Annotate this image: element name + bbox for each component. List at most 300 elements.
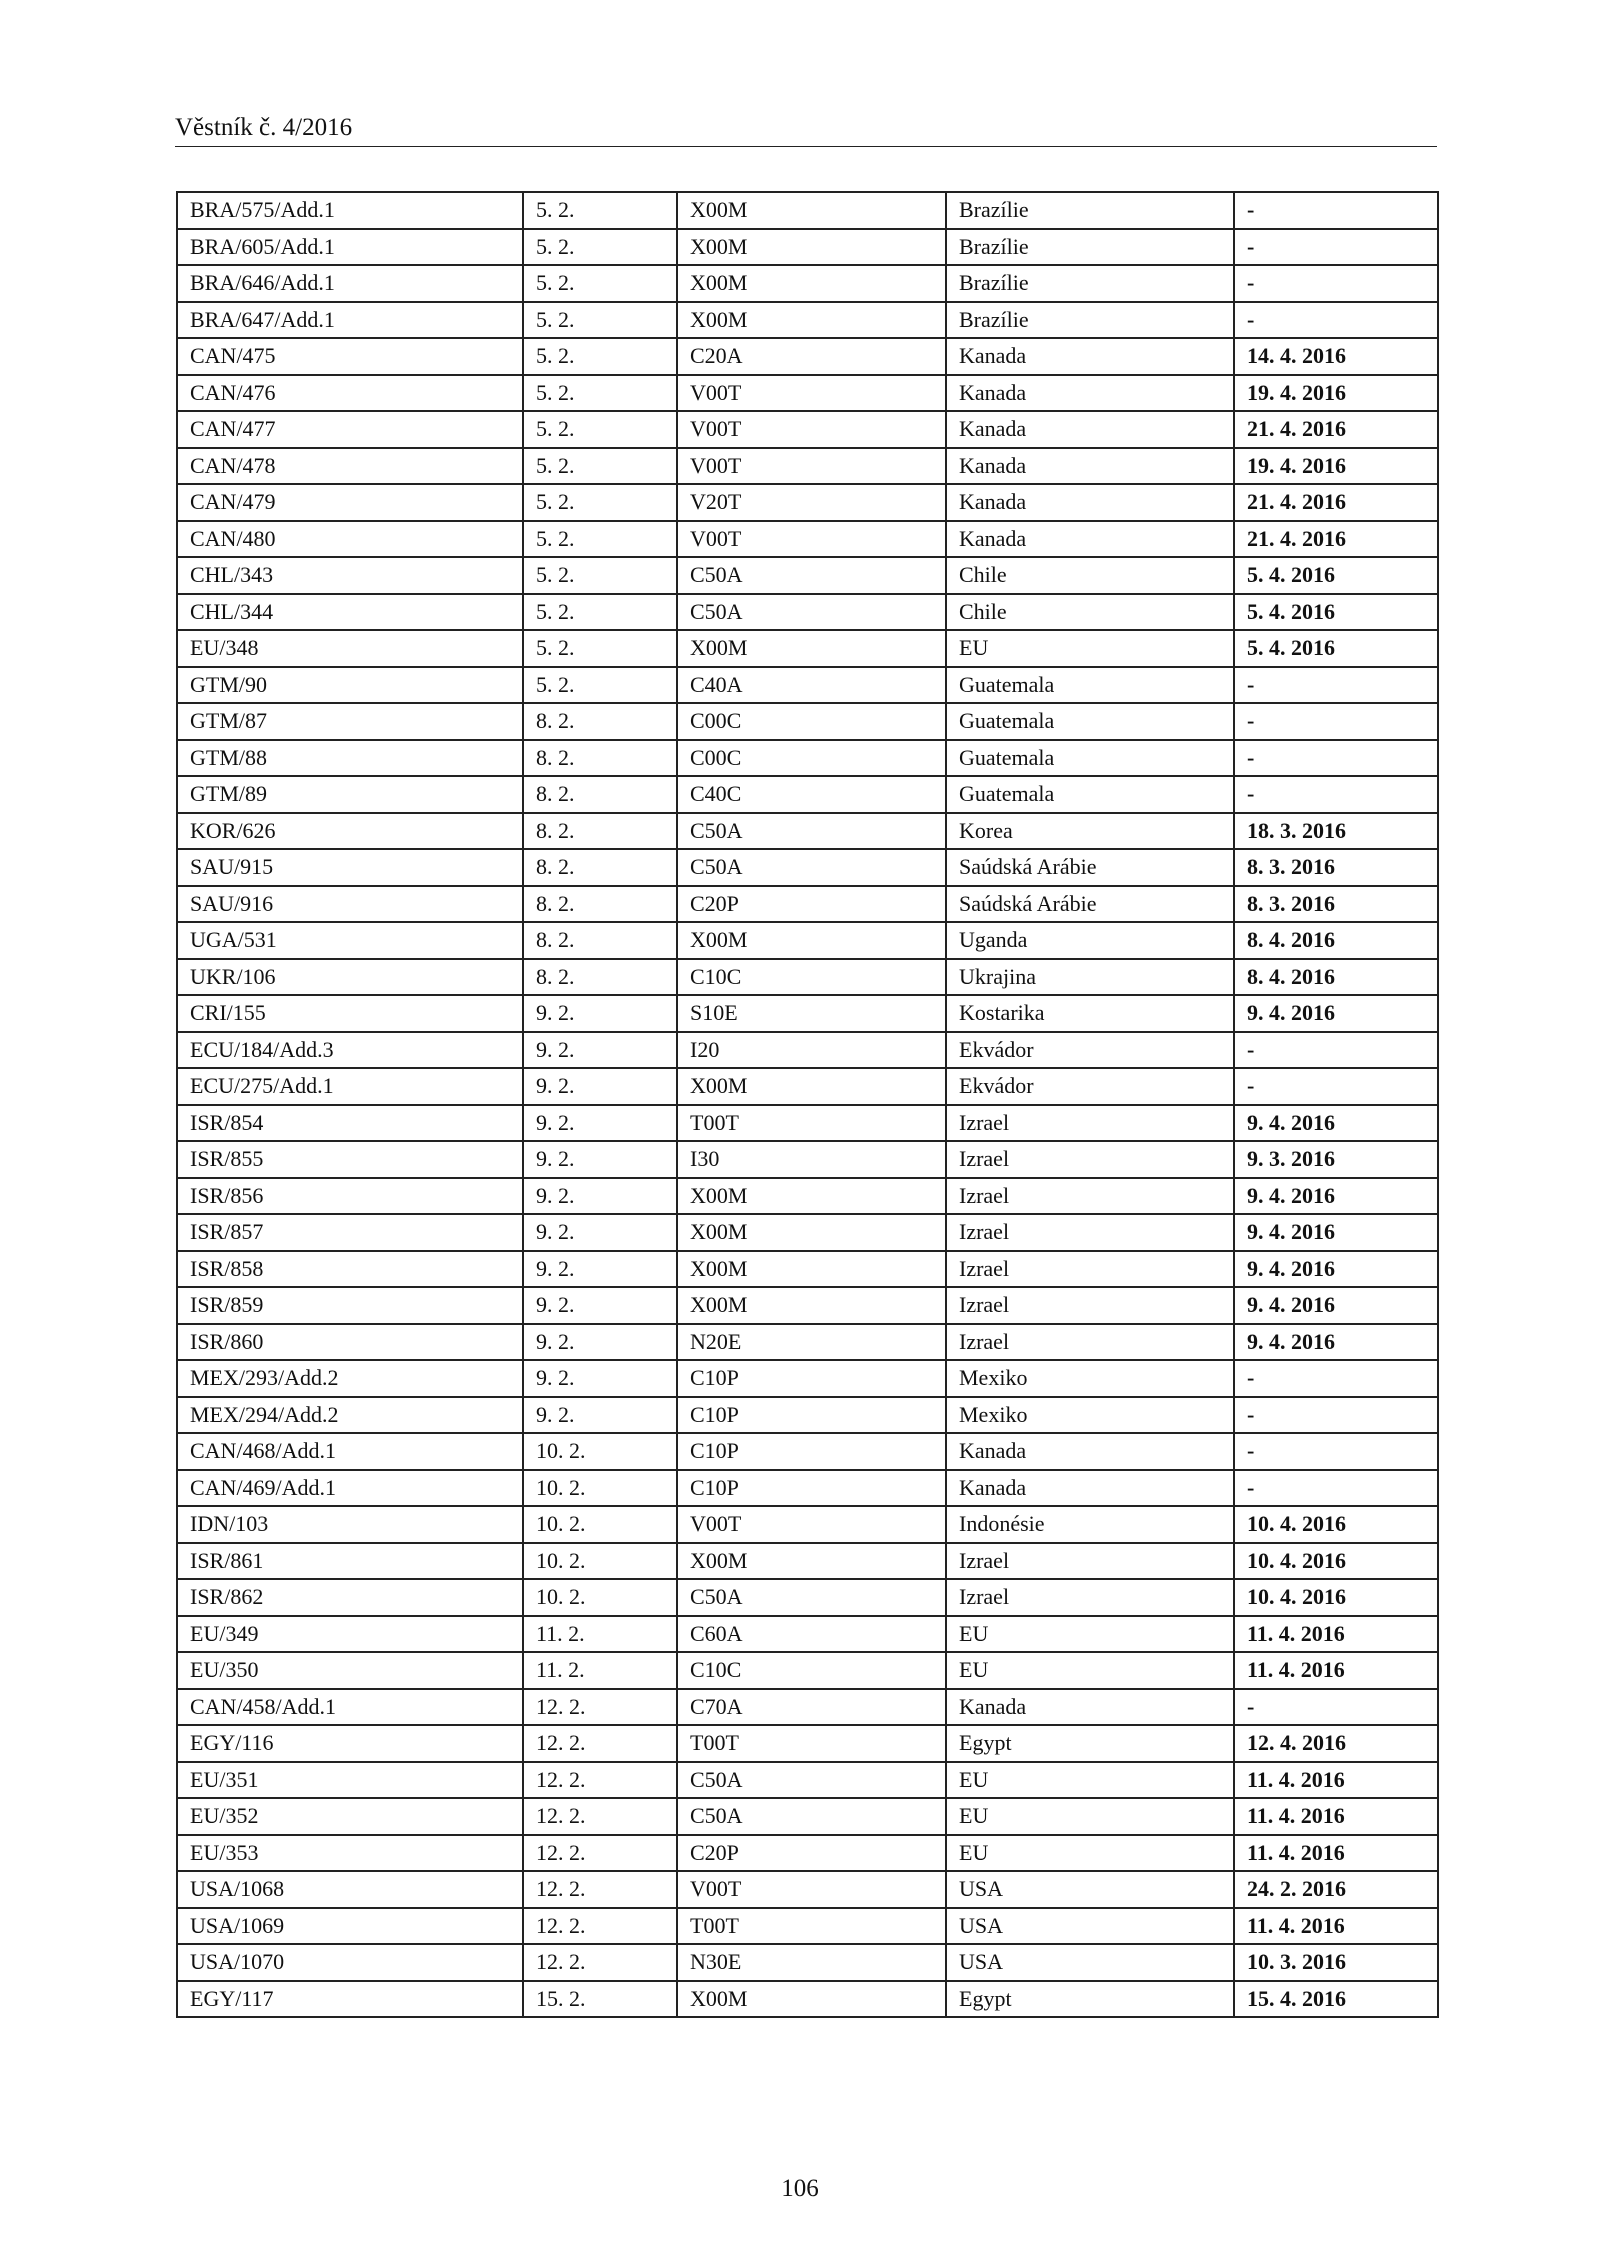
deadline-cell: - [1234,1397,1438,1434]
country-cell: Brazílie [946,302,1234,339]
table-row [177,959,1438,996]
document-symbol-cell: CAN/478 [177,448,523,485]
deadline-cell: 11. 4. 2016 [1234,1616,1438,1653]
product-code-cell: C10C [677,1652,946,1689]
table-row [177,703,1438,740]
country-cell: USA [946,1944,1234,1981]
table-row [177,338,1438,375]
date-cell: 10. 2. [523,1543,677,1580]
country-cell: Izrael [946,1141,1234,1178]
date-cell: 5. 2. [523,375,677,412]
deadline-cell: 9. 4. 2016 [1234,995,1438,1032]
country-cell: Izrael [946,1214,1234,1251]
deadline-cell: 21. 4. 2016 [1234,411,1438,448]
date-cell: 9. 2. [523,1178,677,1215]
document-symbol-cell: USA/1070 [177,1944,523,1981]
table-row [177,1433,1438,1470]
table-row [177,1725,1438,1762]
table-row [177,557,1438,594]
product-code-cell: C00C [677,740,946,777]
date-cell: 8. 2. [523,776,677,813]
country-cell: Guatemala [946,667,1234,704]
country-cell: Ekvádor [946,1068,1234,1105]
date-cell: 12. 2. [523,1944,677,1981]
table-row [177,1032,1438,1069]
product-code-cell: C10P [677,1360,946,1397]
table-row [177,1141,1438,1178]
deadline-cell: 10. 3. 2016 [1234,1944,1438,1981]
deadline-cell: 11. 4. 2016 [1234,1835,1438,1872]
document-symbol-cell: BRA/575/Add.1 [177,192,523,229]
table-row [177,1689,1438,1726]
document-symbol-cell: ECU/184/Add.3 [177,1032,523,1069]
document-symbol-cell: CAN/458/Add.1 [177,1689,523,1726]
product-code-cell: V20T [677,484,946,521]
country-cell: Kanada [946,484,1234,521]
country-cell: Guatemala [946,740,1234,777]
document-symbol-cell: SAU/915 [177,849,523,886]
deadline-cell: 15. 4. 2016 [1234,1981,1438,2018]
date-cell: 10. 2. [523,1433,677,1470]
country-cell: Izrael [946,1543,1234,1580]
country-cell: Mexiko [946,1360,1234,1397]
deadline-cell: 19. 4. 2016 [1234,448,1438,485]
country-cell: EU [946,1798,1234,1835]
product-code-cell: C50A [677,813,946,850]
country-cell: Saúdská Arábie [946,849,1234,886]
date-cell: 8. 2. [523,886,677,923]
document-symbol-cell: EU/352 [177,1798,523,1835]
document-symbol-cell: CAN/476 [177,375,523,412]
table-row [177,1178,1438,1215]
date-cell: 9. 2. [523,1032,677,1069]
product-code-cell: I20 [677,1032,946,1069]
table-row [177,1798,1438,1835]
country-cell: Izrael [946,1287,1234,1324]
table-row [177,1324,1438,1361]
country-cell: Chile [946,557,1234,594]
date-cell: 9. 2. [523,1324,677,1361]
table-row [177,448,1438,485]
deadline-cell: 12. 4. 2016 [1234,1725,1438,1762]
date-cell: 15. 2. [523,1981,677,2018]
document-symbol-cell: GTM/90 [177,667,523,704]
date-cell: 5. 2. [523,192,677,229]
country-cell: Kanada [946,1689,1234,1726]
document-symbol-cell: ISR/854 [177,1105,523,1142]
table-row [177,375,1438,412]
deadline-cell: - [1234,1360,1438,1397]
date-cell: 8. 2. [523,849,677,886]
country-cell: Brazílie [946,229,1234,266]
country-cell: Guatemala [946,776,1234,813]
date-cell: 5. 2. [523,521,677,558]
country-cell: Korea [946,813,1234,850]
deadline-cell: - [1234,302,1438,339]
document-symbol-cell: UKR/106 [177,959,523,996]
deadline-cell: 10. 4. 2016 [1234,1579,1438,1616]
date-cell: 9. 2. [523,1287,677,1324]
table-row [177,922,1438,959]
deadline-cell: 9. 4. 2016 [1234,1251,1438,1288]
country-cell: Indonésie [946,1506,1234,1543]
date-cell: 8. 2. [523,813,677,850]
product-code-cell: T00T [677,1105,946,1142]
product-code-cell: S10E [677,995,946,1032]
table-row [177,192,1438,229]
deadline-cell: - [1234,192,1438,229]
document-symbol-cell: ISR/856 [177,1178,523,1215]
document-symbol-cell: BRA/647/Add.1 [177,302,523,339]
deadline-cell: - [1234,1470,1438,1507]
table-row [177,1652,1438,1689]
country-cell: Kanada [946,375,1234,412]
country-cell: EU [946,1762,1234,1799]
table-row [177,1397,1438,1434]
table-row [177,1543,1438,1580]
date-cell: 9. 2. [523,1397,677,1434]
page-title: Věstník č. 4/2016 [175,114,353,141]
product-code-cell: X00M [677,1251,946,1288]
date-cell: 12. 2. [523,1762,677,1799]
country-cell: Kanada [946,411,1234,448]
country-cell: Kanada [946,338,1234,375]
country-cell: EU [946,1616,1234,1653]
deadline-cell: - [1234,703,1438,740]
document-symbol-cell: CRI/155 [177,995,523,1032]
deadline-cell: 11. 4. 2016 [1234,1798,1438,1835]
product-code-cell: C40A [677,667,946,704]
deadline-cell: - [1234,1068,1438,1105]
document-symbol-cell: CHL/344 [177,594,523,631]
deadline-cell: 9. 4. 2016 [1234,1214,1438,1251]
country-cell: Ukrajina [946,959,1234,996]
document-symbol-cell: CHL/343 [177,557,523,594]
table-row [177,1506,1438,1543]
country-cell: Kanada [946,521,1234,558]
product-code-cell: C50A [677,1762,946,1799]
table-row [177,1360,1438,1397]
deadline-cell: 11. 4. 2016 [1234,1652,1438,1689]
table-row [177,302,1438,339]
country-cell: Izrael [946,1251,1234,1288]
product-code-cell: C20P [677,1835,946,1872]
deadline-cell: 11. 4. 2016 [1234,1762,1438,1799]
product-code-cell: C50A [677,557,946,594]
product-code-cell: T00T [677,1908,946,1945]
deadline-cell: 11. 4. 2016 [1234,1908,1438,1945]
date-cell: 9. 2. [523,995,677,1032]
table-row [177,484,1438,521]
document-symbol-cell: ISR/859 [177,1287,523,1324]
date-cell: 8. 2. [523,703,677,740]
product-code-cell: V00T [677,521,946,558]
deadline-cell: 9. 4. 2016 [1234,1324,1438,1361]
table-row [177,995,1438,1032]
country-cell: Izrael [946,1105,1234,1142]
date-cell: 5. 2. [523,594,677,631]
deadline-cell: 10. 4. 2016 [1234,1506,1438,1543]
deadline-cell: 8. 3. 2016 [1234,849,1438,886]
product-code-cell: X00M [677,1068,946,1105]
country-cell: Ekvádor [946,1032,1234,1069]
product-code-cell: C10P [677,1397,946,1434]
date-cell: 9. 2. [523,1360,677,1397]
product-code-cell: T00T [677,1725,946,1762]
product-code-cell: C10P [677,1470,946,1507]
date-cell: 5. 2. [523,265,677,302]
table-row [177,411,1438,448]
deadline-cell: 10. 4. 2016 [1234,1543,1438,1580]
table-row [177,1105,1438,1142]
country-cell: Kanada [946,448,1234,485]
page-header [175,110,1437,147]
product-code-cell: N20E [677,1324,946,1361]
table-row [177,1287,1438,1324]
product-code-cell: C20P [677,886,946,923]
document-symbol-cell: ISR/860 [177,1324,523,1361]
deadline-cell: 9. 4. 2016 [1234,1178,1438,1215]
country-cell: Mexiko [946,1397,1234,1434]
deadline-cell: - [1234,1689,1438,1726]
product-code-cell: X00M [677,192,946,229]
country-cell: Izrael [946,1579,1234,1616]
date-cell: 12. 2. [523,1689,677,1726]
product-code-cell: X00M [677,229,946,266]
document-symbol-cell: CAN/475 [177,338,523,375]
date-cell: 9. 2. [523,1068,677,1105]
country-cell: Guatemala [946,703,1234,740]
deadline-cell: - [1234,1433,1438,1470]
document-symbol-cell: EU/349 [177,1616,523,1653]
product-code-cell: C70A [677,1689,946,1726]
date-cell: 12. 2. [523,1725,677,1762]
document-symbol-cell: GTM/87 [177,703,523,740]
product-code-cell: C00C [677,703,946,740]
document-symbol-cell: EU/351 [177,1762,523,1799]
country-cell: USA [946,1871,1234,1908]
product-code-cell: X00M [677,302,946,339]
date-cell: 5. 2. [523,557,677,594]
table-row [177,740,1438,777]
country-cell: Chile [946,594,1234,631]
country-cell: Brazílie [946,265,1234,302]
date-cell: 12. 2. [523,1871,677,1908]
date-cell: 10. 2. [523,1470,677,1507]
country-cell: Izrael [946,1324,1234,1361]
deadline-cell: 5. 4. 2016 [1234,594,1438,631]
document-symbol-cell: EU/348 [177,630,523,667]
document-symbol-cell: BRA/605/Add.1 [177,229,523,266]
deadline-cell: - [1234,740,1438,777]
deadline-cell: 18. 3. 2016 [1234,813,1438,850]
country-cell: Uganda [946,922,1234,959]
date-cell: 11. 2. [523,1652,677,1689]
deadline-cell: 21. 4. 2016 [1234,521,1438,558]
table-row [177,667,1438,704]
country-cell: Kanada [946,1470,1234,1507]
document-symbol-cell: USA/1068 [177,1871,523,1908]
notification-table-body [177,192,1438,2017]
product-code-cell: C10C [677,959,946,996]
deadline-cell: 9. 4. 2016 [1234,1287,1438,1324]
date-cell: 8. 2. [523,740,677,777]
table-row [177,1470,1438,1507]
date-cell: 9. 2. [523,1214,677,1251]
date-cell: 12. 2. [523,1908,677,1945]
product-code-cell: X00M [677,1178,946,1215]
date-cell: 8. 2. [523,959,677,996]
deadline-cell: 5. 4. 2016 [1234,630,1438,667]
deadline-cell: - [1234,1032,1438,1069]
document-symbol-cell: EU/350 [177,1652,523,1689]
date-cell: 9. 2. [523,1141,677,1178]
country-cell: EU [946,1652,1234,1689]
deadline-cell: 9. 3. 2016 [1234,1141,1438,1178]
notification-table [176,191,1439,2018]
product-code-cell: C10P [677,1433,946,1470]
deadline-cell: 8. 4. 2016 [1234,959,1438,996]
deadline-cell: 14. 4. 2016 [1234,338,1438,375]
document-symbol-cell: EU/353 [177,1835,523,1872]
date-cell: 5. 2. [523,229,677,266]
document-symbol-cell: MEX/294/Add.2 [177,1397,523,1434]
product-code-cell: V00T [677,375,946,412]
product-code-cell: I30 [677,1141,946,1178]
table-row [177,1251,1438,1288]
deadline-cell: 19. 4. 2016 [1234,375,1438,412]
document-symbol-cell: CAN/477 [177,411,523,448]
document-symbol-cell: ISR/855 [177,1141,523,1178]
table-row [177,1981,1438,2018]
document-symbol-cell: CAN/468/Add.1 [177,1433,523,1470]
deadline-cell: - [1234,776,1438,813]
document-symbol-cell: ECU/275/Add.1 [177,1068,523,1105]
deadline-cell: - [1234,229,1438,266]
date-cell: 5. 2. [523,338,677,375]
document-symbol-cell: ISR/858 [177,1251,523,1288]
date-cell: 5. 2. [523,302,677,339]
date-cell: 12. 2. [523,1798,677,1835]
country-cell: Brazílie [946,192,1234,229]
document-symbol-cell: EGY/116 [177,1725,523,1762]
date-cell: 5. 2. [523,630,677,667]
product-code-cell: V00T [677,411,946,448]
date-cell: 9. 2. [523,1105,677,1142]
product-code-cell: C50A [677,1798,946,1835]
deadline-cell: 8. 3. 2016 [1234,886,1438,923]
document-symbol-cell: MEX/293/Add.2 [177,1360,523,1397]
table-row [177,1871,1438,1908]
country-cell: USA [946,1908,1234,1945]
country-cell: Kostarika [946,995,1234,1032]
product-code-cell: C60A [677,1616,946,1653]
table-row [177,521,1438,558]
table-row [177,1616,1438,1653]
table-row [177,1908,1438,1945]
deadline-cell: 24. 2. 2016 [1234,1871,1438,1908]
date-cell: 5. 2. [523,448,677,485]
document-symbol-cell: ISR/857 [177,1214,523,1251]
table-row [177,886,1438,923]
product-code-cell: X00M [677,630,946,667]
deadline-cell: - [1234,265,1438,302]
page-number: 106 [781,2175,819,2202]
product-code-cell: C50A [677,1579,946,1616]
product-code-cell: N30E [677,1944,946,1981]
table-row [177,1214,1438,1251]
date-cell: 11. 2. [523,1616,677,1653]
date-cell: 5. 2. [523,484,677,521]
table-row [177,1068,1438,1105]
table-row [177,1579,1438,1616]
table-row [177,1762,1438,1799]
document-symbol-cell: USA/1069 [177,1908,523,1945]
product-code-cell: X00M [677,922,946,959]
country-cell: Egypt [946,1981,1234,2018]
product-code-cell: X00M [677,1543,946,1580]
table-row [177,849,1438,886]
document-symbol-cell: EGY/117 [177,1981,523,2018]
product-code-cell: V00T [677,1871,946,1908]
table-row [177,776,1438,813]
product-code-cell: X00M [677,265,946,302]
deadline-cell: 5. 4. 2016 [1234,557,1438,594]
country-cell: Saúdská Arábie [946,886,1234,923]
date-cell: 10. 2. [523,1506,677,1543]
document-symbol-cell: IDN/103 [177,1506,523,1543]
table-row [177,265,1438,302]
date-cell: 5. 2. [523,411,677,448]
date-cell: 10. 2. [523,1579,677,1616]
product-code-cell: V00T [677,1506,946,1543]
document-symbol-cell: SAU/916 [177,886,523,923]
product-code-cell: C40C [677,776,946,813]
document-symbol-cell: GTM/88 [177,740,523,777]
table-row [177,813,1438,850]
table-row [177,630,1438,667]
product-code-cell: C50A [677,594,946,631]
document-symbol-cell: ISR/861 [177,1543,523,1580]
date-cell: 9. 2. [523,1251,677,1288]
document-symbol-cell: CAN/480 [177,521,523,558]
product-code-cell: X00M [677,1287,946,1324]
deadline-cell: 21. 4. 2016 [1234,484,1438,521]
country-cell: EU [946,1835,1234,1872]
document-symbol-cell: BRA/646/Add.1 [177,265,523,302]
deadline-cell: - [1234,667,1438,704]
product-code-cell: X00M [677,1214,946,1251]
date-cell: 8. 2. [523,922,677,959]
deadline-cell: 8. 4. 2016 [1234,922,1438,959]
date-cell: 5. 2. [523,667,677,704]
table-row [177,1835,1438,1872]
country-cell: EU [946,630,1234,667]
product-code-cell: C20A [677,338,946,375]
deadline-cell: 9. 4. 2016 [1234,1105,1438,1142]
document-symbol-cell: GTM/89 [177,776,523,813]
country-cell: Izrael [946,1178,1234,1215]
table-row [177,1944,1438,1981]
date-cell: 12. 2. [523,1835,677,1872]
country-cell: Egypt [946,1725,1234,1762]
product-code-cell: X00M [677,1981,946,2018]
table-row [177,594,1438,631]
product-code-cell: V00T [677,448,946,485]
product-code-cell: C50A [677,849,946,886]
document-symbol-cell: CAN/479 [177,484,523,521]
document-symbol-cell: CAN/469/Add.1 [177,1470,523,1507]
